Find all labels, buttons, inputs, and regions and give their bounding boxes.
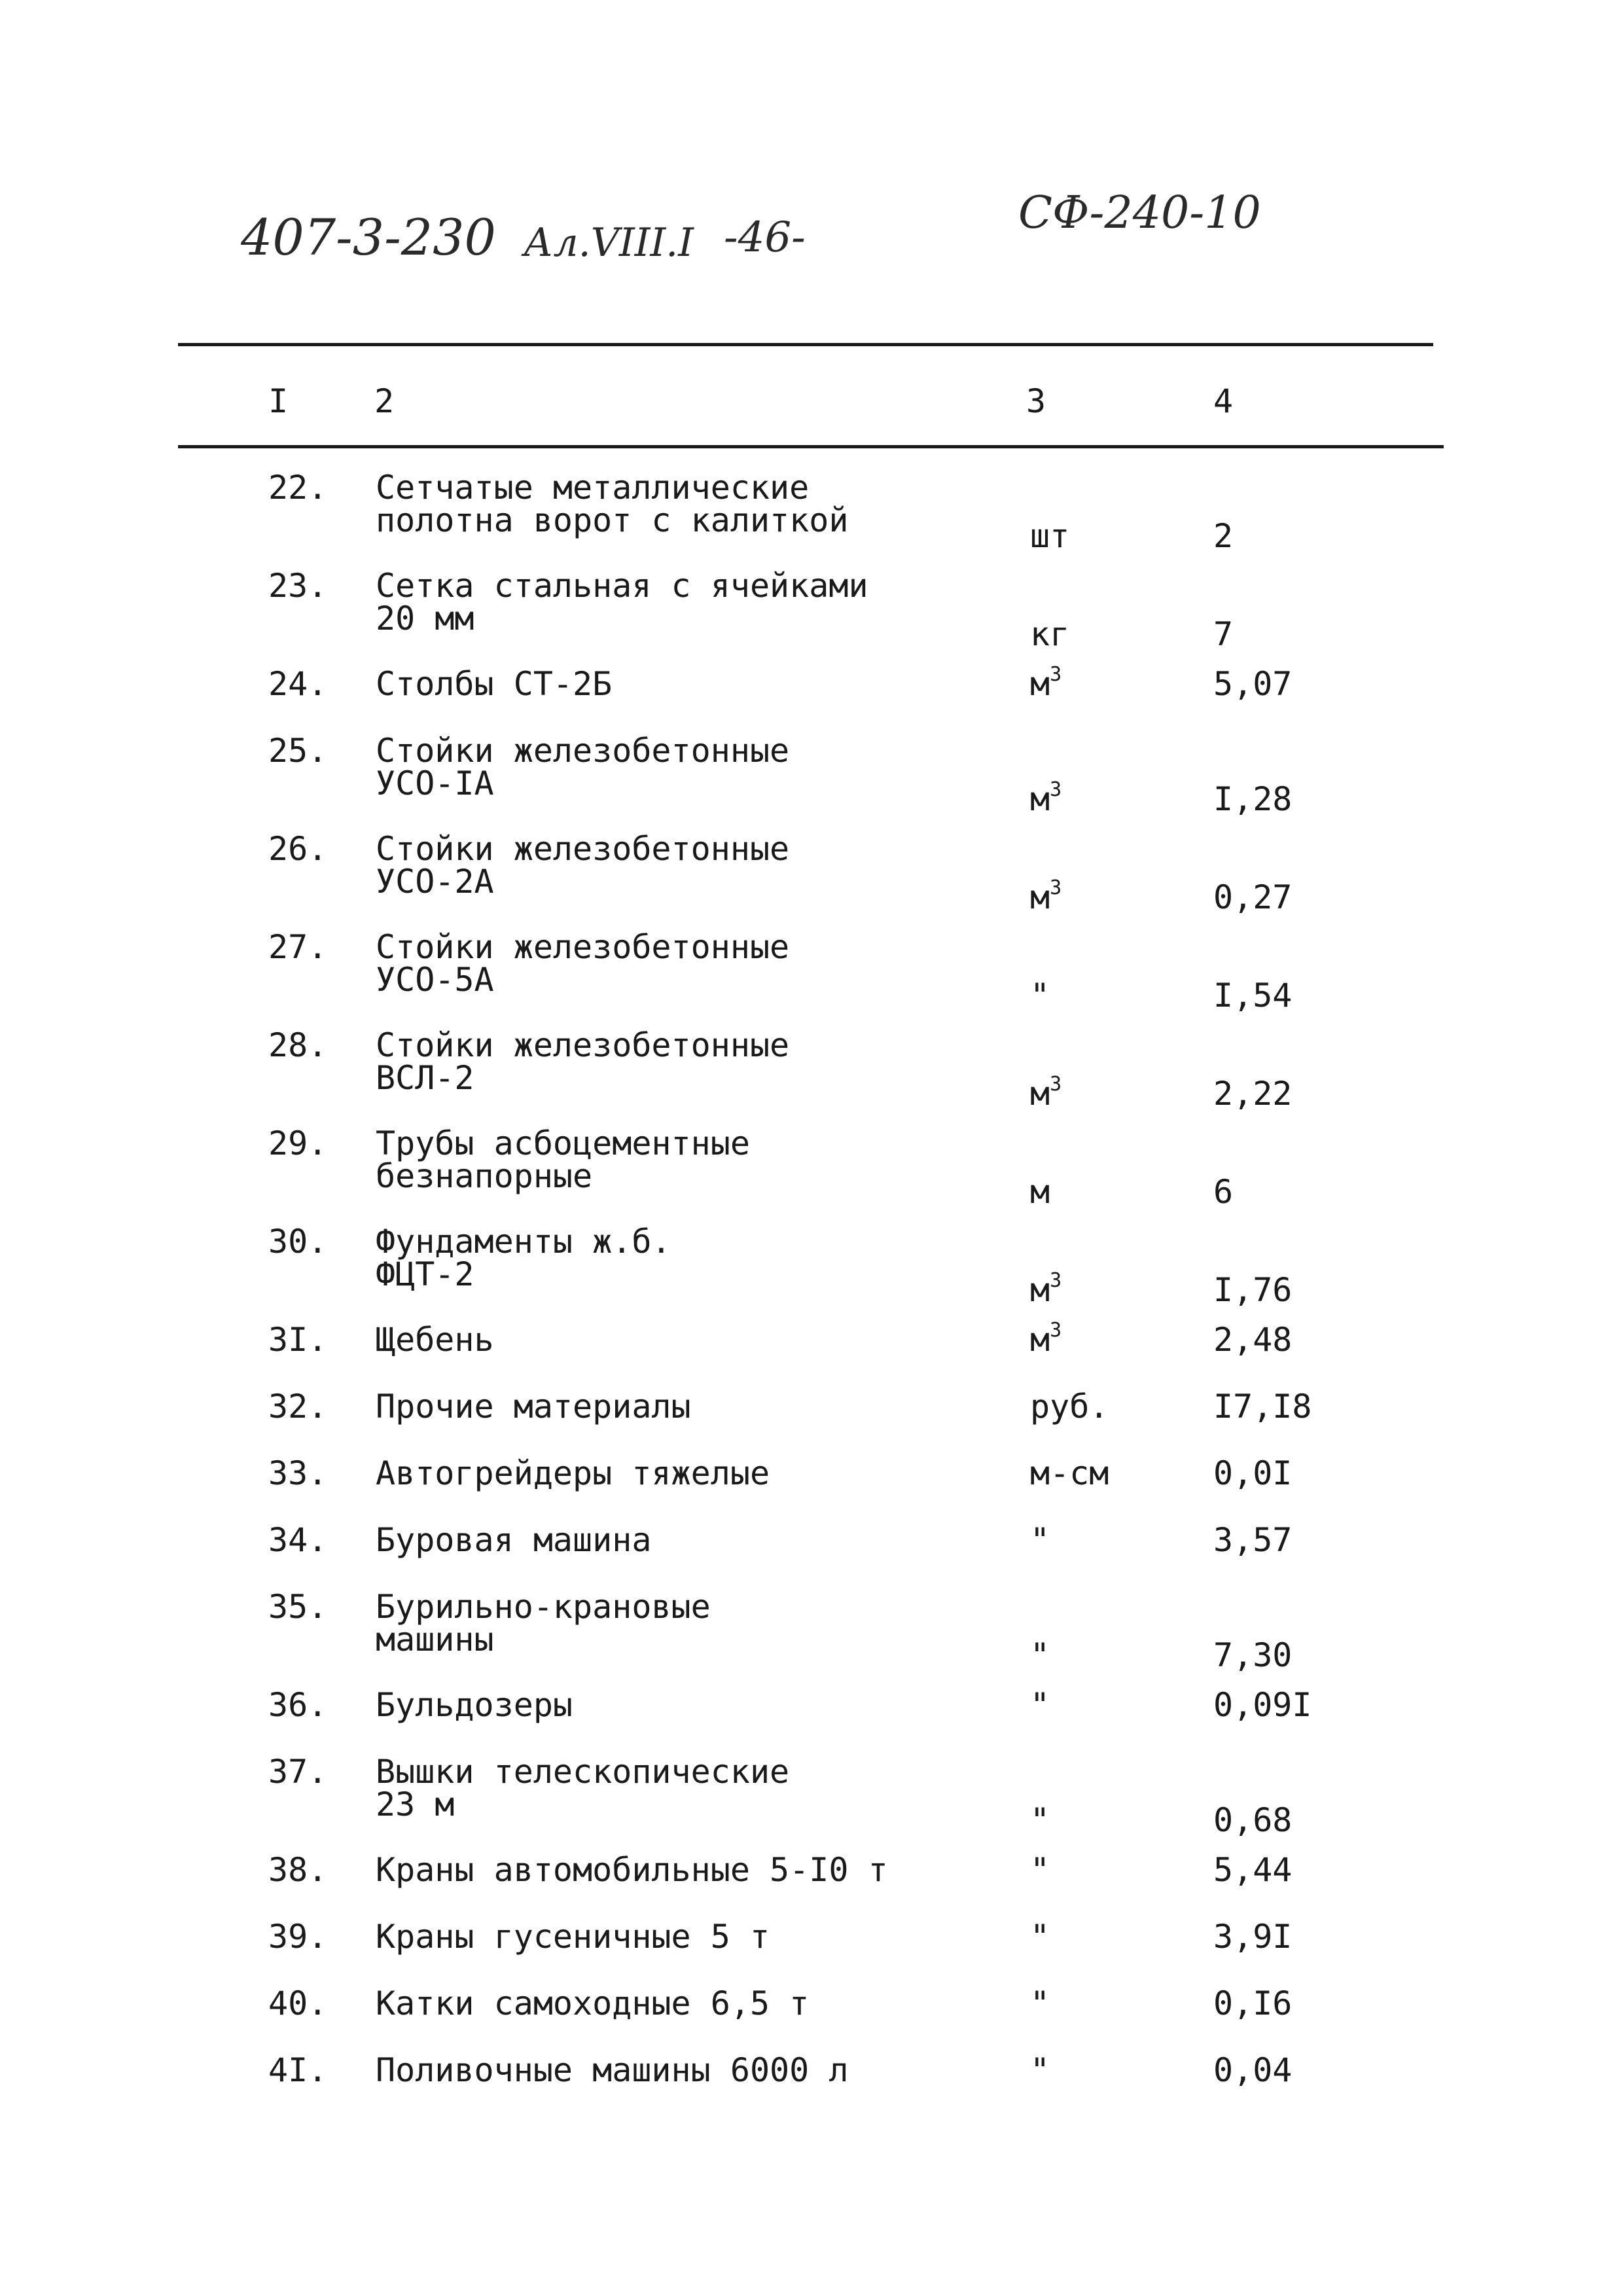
table-row xyxy=(0,1390,1623,1457)
row-quantity: 2,22 xyxy=(1213,1075,1293,1113)
table-row xyxy=(0,1851,1623,1920)
row-quantity: 0,68 xyxy=(1213,1801,1293,1839)
row-name xyxy=(376,1321,494,1359)
row-unit: " xyxy=(1030,977,1050,1014)
row-name-line: Поливочные машины 6000 л xyxy=(376,2051,849,2089)
row-name xyxy=(376,928,790,999)
row-unit: м xyxy=(1030,1173,1050,1211)
row-number: 35. xyxy=(268,1588,328,1626)
row-name xyxy=(376,569,868,635)
table-row xyxy=(0,1920,1623,1987)
row-name-line: безнапорные xyxy=(376,1157,593,1195)
table-row xyxy=(0,2051,1623,2121)
row-name xyxy=(376,471,848,537)
row-number: 28. xyxy=(268,1026,328,1064)
row-unit: " xyxy=(1030,1686,1050,1724)
table-row xyxy=(0,1984,1623,2054)
row-name-line: Стойки железобетонные xyxy=(376,732,790,770)
row-unit: " xyxy=(1030,1984,1050,2022)
row-number: 37. xyxy=(268,1753,328,1791)
row-name xyxy=(376,1984,810,2022)
row-name-line: Фундаменты ж.б. xyxy=(376,1223,671,1261)
row-name-line: Щебень xyxy=(376,1321,494,1359)
row-name xyxy=(376,665,613,703)
column-header-name: 2 xyxy=(374,382,395,420)
table-row xyxy=(0,569,1623,668)
row-name-line: ВСЛ-2 xyxy=(376,1059,474,1097)
row-number: 29. xyxy=(268,1124,328,1162)
row-number: 38. xyxy=(268,1851,328,1889)
row-unit: $м^3$ xyxy=(1030,876,1062,916)
row-number: 3I. xyxy=(268,1321,328,1359)
row-unit: " xyxy=(1030,1918,1050,1956)
column-header-quantity: 4 xyxy=(1213,382,1234,420)
row-unit: $м^3$ xyxy=(1030,1269,1062,1309)
row-number: 30. xyxy=(268,1223,328,1261)
row-name-line: Бурильно-крановые xyxy=(376,1588,711,1626)
row-number: 40. xyxy=(268,1984,328,2022)
row-quantity: 0,04 xyxy=(1213,2051,1293,2089)
row-name xyxy=(376,1521,652,1559)
row-number: 22. xyxy=(268,469,328,507)
row-name-line: ФЦТ-2 xyxy=(376,1255,474,1293)
table-row xyxy=(0,1026,1623,1127)
row-name-line: Трубы асбоцементные xyxy=(376,1124,750,1162)
document-code: 407-3-230 xyxy=(241,208,496,266)
row-number: 39. xyxy=(268,1918,328,1956)
row-quantity: 7,30 xyxy=(1213,1636,1293,1674)
row-name-line: Стойки железобетонные xyxy=(376,830,790,868)
row-name xyxy=(376,1388,691,1426)
row-unit: шт xyxy=(1030,517,1070,555)
table-row xyxy=(0,1521,1623,1590)
row-name-line: Автогрейдеры тяжелые xyxy=(376,1454,770,1492)
row-unit: м-см xyxy=(1030,1454,1109,1492)
table-row xyxy=(0,928,1623,1029)
row-number: 34. xyxy=(268,1521,328,1559)
row-name-line: полотна ворот с калиткой xyxy=(376,501,849,539)
row-name xyxy=(376,1026,790,1097)
row-name xyxy=(376,1851,888,1889)
row-number: 32. xyxy=(268,1388,328,1426)
row-number: 4I. xyxy=(268,2051,328,2089)
row-name xyxy=(376,734,789,800)
row-quantity: I7,I8 xyxy=(1213,1388,1312,1426)
row-number: 27. xyxy=(268,928,328,966)
row-name xyxy=(376,1124,750,1195)
table-row xyxy=(0,1124,1623,1225)
materials-table-body xyxy=(0,471,1623,2121)
row-unit: $м^3$ xyxy=(1030,778,1062,818)
row-unit: " xyxy=(1030,2051,1050,2089)
row-name xyxy=(376,830,790,901)
row-name-line: Прочие материалы xyxy=(376,1388,691,1426)
column-header-number: I xyxy=(268,382,289,420)
row-unit: $м^3$ xyxy=(1030,1319,1062,1359)
row-name-line: Сетчатые металлические xyxy=(376,469,810,507)
table-row xyxy=(0,734,1623,833)
table-row xyxy=(0,663,1623,734)
row-name-line: Стойки железобетонные xyxy=(376,1026,790,1064)
row-name xyxy=(376,2051,849,2089)
row-quantity: 5,44 xyxy=(1213,1851,1293,1889)
row-number: 25. xyxy=(268,732,328,770)
table-row xyxy=(0,830,1623,931)
row-unit: " xyxy=(1030,1636,1050,1674)
row-unit: " xyxy=(1030,1801,1050,1839)
row-name-line: Стойки железобетонные xyxy=(376,928,790,966)
row-name-line: Сетка стальная с ячейками xyxy=(376,567,868,605)
row-quantity: 2,48 xyxy=(1213,1321,1293,1359)
row-name xyxy=(376,1454,770,1492)
row-name xyxy=(376,1225,671,1291)
row-name-line: УСО-5А xyxy=(376,961,494,999)
row-quantity: 2 xyxy=(1213,517,1234,555)
row-name xyxy=(376,1918,770,1956)
row-unit: руб. xyxy=(1030,1388,1109,1426)
row-quantity: 5,07 xyxy=(1213,665,1293,703)
row-name xyxy=(376,1588,711,1659)
row-name xyxy=(376,1686,573,1724)
row-number: 26. xyxy=(268,830,328,868)
row-unit: $м^3$ xyxy=(1030,1073,1062,1113)
page-number: -46- xyxy=(724,213,806,262)
column-header-unit: 3 xyxy=(1026,382,1046,420)
archive-stamp: СФ-240-10 xyxy=(1018,187,1261,239)
row-number: 36. xyxy=(268,1686,328,1724)
row-quantity: 7 xyxy=(1213,615,1234,653)
row-name-line: Буровая машина xyxy=(376,1521,652,1559)
row-quantity: 0,27 xyxy=(1213,878,1293,916)
table-row xyxy=(0,1755,1623,1854)
row-name-line: Вышки телескопические xyxy=(376,1753,790,1791)
row-name-line: УСО-2А xyxy=(376,863,494,901)
album-reference: Ал.VIII.I xyxy=(524,220,694,266)
row-name-line: УСО-IА xyxy=(376,764,494,802)
row-quantity: 0,I6 xyxy=(1213,1984,1293,2022)
row-name-line: 23 м xyxy=(376,1785,455,1823)
row-quantity: 3,9I xyxy=(1213,1918,1293,1956)
row-quantity: I,28 xyxy=(1213,780,1293,818)
row-unit: " xyxy=(1030,1851,1050,1889)
row-name-line: Краны автомобильные 5-I0 т xyxy=(376,1851,888,1889)
table-top-rule xyxy=(178,343,1433,346)
row-name-line: Краны гусеничные 5 т xyxy=(376,1918,770,1956)
table-row xyxy=(0,1225,1623,1323)
row-quantity: 0,09I xyxy=(1213,1686,1312,1724)
row-name-line: Бульдозеры xyxy=(376,1686,573,1724)
row-number: 23. xyxy=(268,567,328,605)
table-row xyxy=(0,1454,1623,1524)
row-quantity: 0,0I xyxy=(1213,1454,1293,1492)
table-row xyxy=(0,1686,1623,1755)
row-quantity: I,76 xyxy=(1213,1271,1293,1309)
table-header-rule xyxy=(178,445,1444,448)
row-number: 33. xyxy=(268,1454,328,1492)
row-unit: $м^3$ xyxy=(1030,663,1062,703)
row-name-line: машины xyxy=(376,1621,494,1659)
row-number: 24. xyxy=(268,665,328,703)
row-quantity: 6 xyxy=(1213,1173,1234,1211)
row-name-line: Столбы СТ-2Б xyxy=(376,665,613,703)
row-name-line: 20 мм xyxy=(376,600,474,637)
row-unit: кг xyxy=(1030,615,1070,653)
row-quantity: 3,57 xyxy=(1213,1521,1293,1559)
table-row xyxy=(0,471,1623,569)
row-quantity: I,54 xyxy=(1213,977,1293,1014)
row-unit: " xyxy=(1030,1521,1050,1559)
table-row xyxy=(0,1319,1623,1390)
row-name xyxy=(376,1755,789,1821)
row-name-line: Катки самоходные 6,5 т xyxy=(376,1984,810,2022)
table-row xyxy=(0,1590,1623,1689)
